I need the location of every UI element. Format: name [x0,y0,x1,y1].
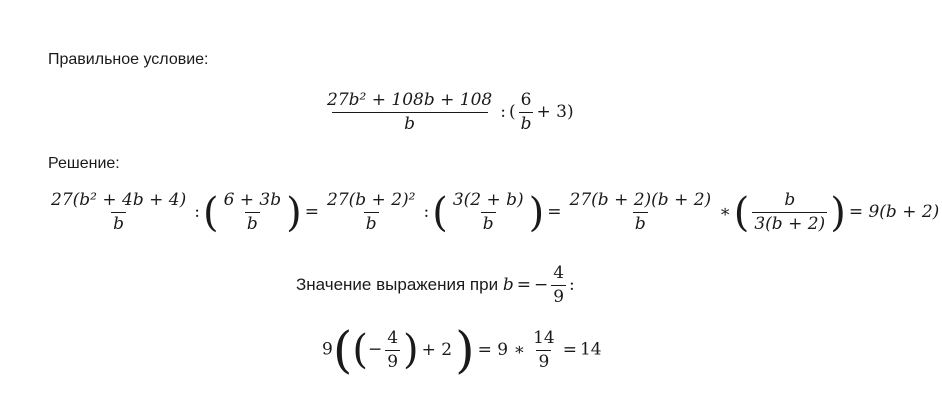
condition-main-fraction [325,92,494,133]
solution-fraction-6: $\frac{b}{3(b + 2)}$ [754,190,826,234]
solution-fraction-2: $\frac{6 + 3b}{b}$ [223,190,282,234]
final-answer: 14 [579,339,602,360]
inner-tail: + 3) [536,102,574,122]
evaluation-value-fraction: $\frac{4}{9}$ [553,263,565,307]
solution-fraction-4: $\frac{3(2 + b)}{b}$ [452,190,524,234]
condition-numerator: 27b² + 108b + 108 [327,90,493,110]
solution-result: = 9(b + 2) [848,202,940,222]
open-paren: ( [508,102,516,122]
divide-sign: : [500,102,506,122]
solution-heading: Решение: [48,155,120,172]
condition-inner-fraction [519,92,534,133]
inner-numerator: 6 [520,90,532,110]
condition-denominator: b [332,112,488,133]
solution-fraction-3: $\frac{\text{27(b + 2)²}}{b}$ [327,190,416,234]
inner-denominator: b [520,114,532,134]
condition-heading: Правильное условие: [48,51,209,68]
evaluation-label: Значение выражения при [296,275,499,294]
solution-fraction-5: $\frac{27(b + 2)(b + 2)}{b}$ [569,190,712,234]
condition-expression [322,92,574,133]
evaluation-line: Значение выражения при b = − $\frac{4}{9}$ : [296,263,575,307]
calc-fraction-1: $\frac{4}{9}$ [387,327,399,372]
final-calculation: 9((− $\frac{4}{9}$ ) + 2) = 9 ∗ $\frac{14}{9}$ = 14 [322,321,602,379]
solution-fraction-1: $\frac{\text{27(b² + 4b + 4)}}{b}$ [51,190,187,234]
solution-chain: $\frac{\text{27(b² + 4b + 4)}}{b}$ :( $\frac{6 + 3b}{b}$ ) = $\frac{\text{27(b + 2)²}}{b}$ :( $\frac{3(2 + b)}{b}$ ) = $\frac{27(b + 2)(b + 2)}{b}$ ∗( $\frac{b}{3(b + 2)}$ ) = 9(b + 2) [51,189,940,236]
calc-fraction-2: $\frac{14}{9}$ [533,327,555,372]
